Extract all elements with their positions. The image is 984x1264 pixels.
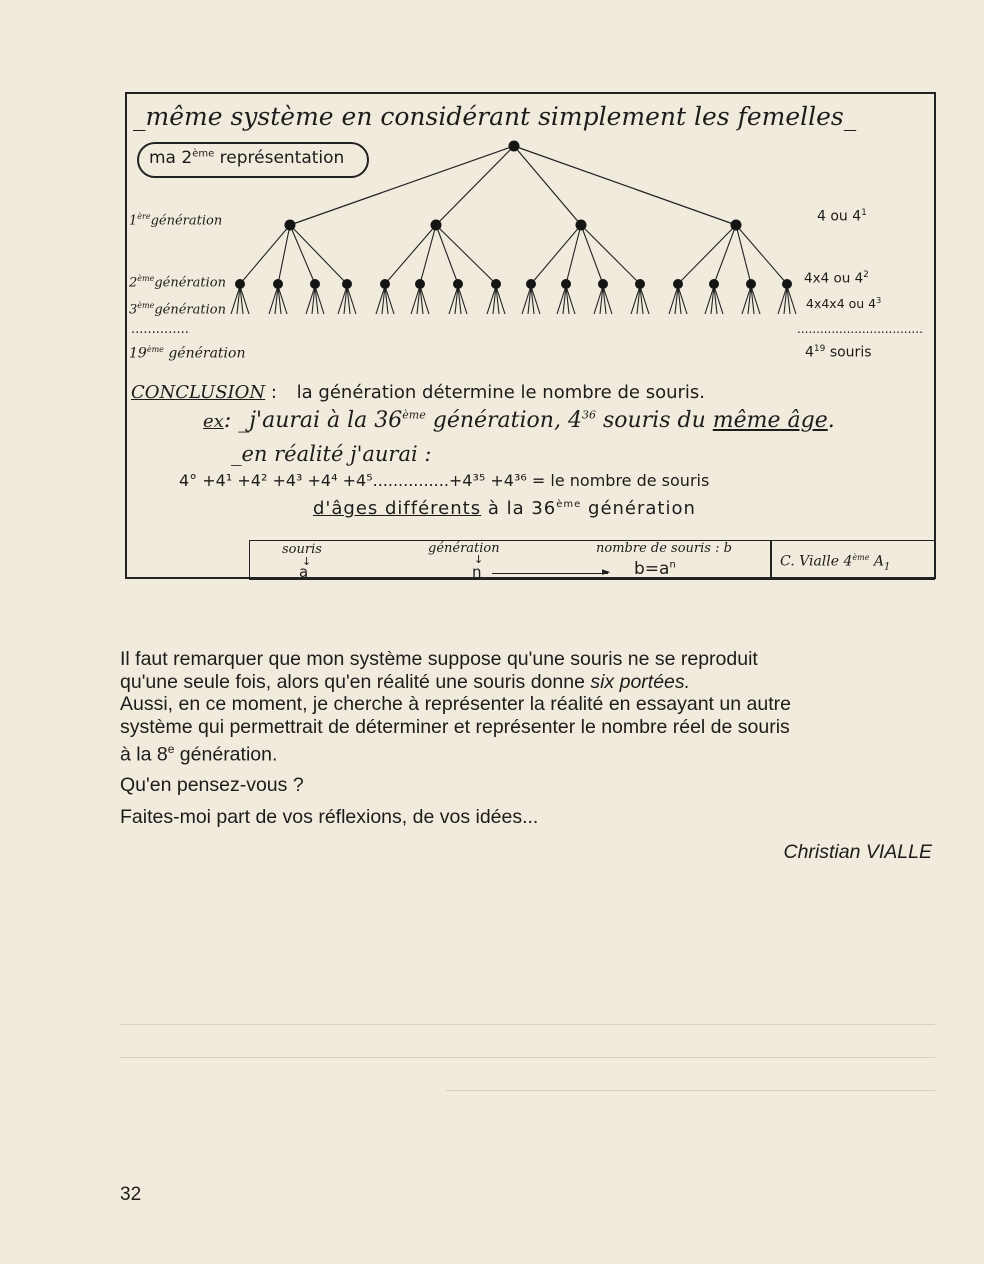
question-line: Qu'en pensez-vous ? xyxy=(120,774,304,796)
formula-col1-label: souris xyxy=(282,542,322,557)
generation-2-node xyxy=(746,279,756,289)
generation-2-node xyxy=(235,279,245,289)
figure-title: _même système en considérant simplement les femelles_ xyxy=(133,102,857,131)
tree-edge xyxy=(436,146,514,225)
generation-1-node xyxy=(576,220,587,231)
sum-line: 4° +4¹ +4² +4³ +4⁴ +4⁵...............+4³⁵ +4³⁶ = le nombre de souris xyxy=(179,471,710,490)
generation-2-node xyxy=(273,279,283,289)
generation-2-node xyxy=(709,279,719,289)
example-line: ex: _j'aurai à la 36ème génération, $4^{36}$ souris du même âge. xyxy=(203,408,835,433)
ages-line: d'âges différents à la 36ème génération xyxy=(313,498,696,519)
tree-edge xyxy=(436,225,458,284)
generation-2-node xyxy=(635,279,645,289)
reality-line: _en réalité j'aurai : xyxy=(231,442,432,466)
generation-2-node xyxy=(342,279,352,289)
tree-edge xyxy=(581,225,640,284)
signature: Christian VIALLE xyxy=(783,841,932,863)
tree-edge xyxy=(290,225,315,284)
tree-root-node xyxy=(509,141,520,152)
formula-col2-var: n xyxy=(472,563,482,581)
tree-edge xyxy=(714,225,736,284)
generation-2-node xyxy=(380,279,390,289)
count-label-19: $4^{19}$ souris xyxy=(805,344,872,361)
tree-edge xyxy=(278,225,290,284)
generation-2-node xyxy=(310,279,320,289)
tree-edge xyxy=(678,225,736,284)
generation-1-node xyxy=(431,220,442,231)
generation-2-node xyxy=(526,279,536,289)
tree-edge xyxy=(240,225,290,284)
tree-edge xyxy=(290,225,347,284)
conclusion-label: CONCLUSION xyxy=(131,382,266,403)
author-credit: C. Vialle 4ème $A_1$ xyxy=(780,553,891,573)
generation-2-node xyxy=(673,279,683,289)
conclusion-text: la génération détermine le nombre de souris. xyxy=(296,382,705,403)
count-label-1: 4 ou $4^1$ xyxy=(817,208,867,225)
generation-label-2: 2èmegénération xyxy=(129,274,226,291)
oval-label: ma 2ème représentation xyxy=(149,148,345,168)
dots-right: ................................. xyxy=(797,322,923,336)
formula-col3-label: nombre de souris : b xyxy=(596,541,732,556)
arrow-down-icon: ↓ xyxy=(474,553,484,566)
count-label-3: 4x4x4 ou $4^3$ xyxy=(806,296,882,312)
arrow-head: ► xyxy=(602,565,611,578)
generation-2-node xyxy=(453,279,463,289)
formula-col2-label: génération xyxy=(428,541,500,556)
paragraph-2: Aussi, en ce moment, je cherche à représenter la réalité en essayant un autre système qui permettrait de déterminer et représenter le nombre réel de souris à la 8e génération. xyxy=(120,693,791,766)
generation-1-node xyxy=(285,220,296,231)
formula-box xyxy=(249,540,935,580)
arrow-right-icon xyxy=(492,563,608,574)
generation-1-node xyxy=(731,220,742,231)
generation-2-node xyxy=(782,279,792,289)
count-label-2: 4x4 ou $4^2$ xyxy=(804,270,869,287)
generation-label-19: 19ème génération xyxy=(129,345,246,362)
tree-diagram-figure xyxy=(125,92,936,579)
generation-2-node xyxy=(491,279,501,289)
generation-label-3: 3èmegénération xyxy=(129,301,226,318)
tree-edge xyxy=(436,225,496,284)
formula-col1-var: a xyxy=(299,563,309,581)
arrow-down-icon: ↓ xyxy=(302,555,312,568)
generation-2-node xyxy=(561,279,571,289)
generation-2-node xyxy=(598,279,608,289)
generation-label-1: 1èregénération xyxy=(129,212,223,229)
formula-expression: $b=a^n$ xyxy=(634,559,676,579)
conclusion-line: CONCLUSION : la génération détermine le nombre de souris. xyxy=(131,382,705,403)
dots-left: .............. xyxy=(131,322,189,337)
bleed-through-text xyxy=(120,1002,935,1152)
request-line: Faites-moi part de vos réflexions, de vos idées... xyxy=(120,806,539,828)
formula-divider xyxy=(770,541,772,579)
paragraph-1: Il faut remarquer que mon système suppose qu'une souris ne se reproduit qu'une seule fois, alors qu'en réalité une souris donne six portées. xyxy=(120,648,758,693)
page-number: 32 xyxy=(120,1184,142,1205)
tree-edge xyxy=(581,225,603,284)
generation-2-node xyxy=(415,279,425,289)
